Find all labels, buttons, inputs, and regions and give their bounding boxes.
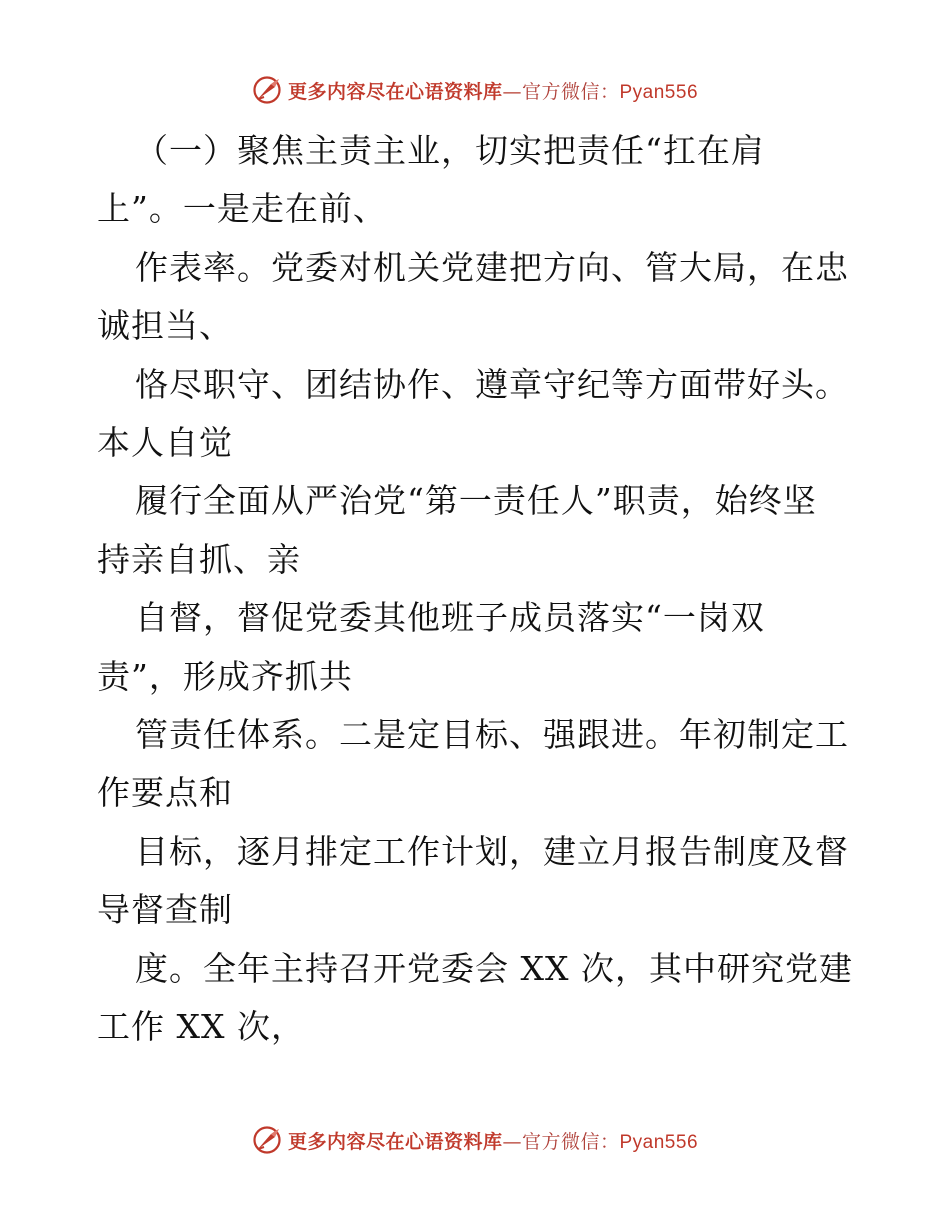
paragraph-line: 责”，形成齐抓共 — [97, 656, 353, 696]
quill-logo-icon — [252, 1125, 282, 1155]
watermark-main: 更多内容尽在心语资料库 — [287, 80, 503, 103]
watermark-dash: — — [502, 80, 522, 103]
paragraph-line: 本人自觉 — [97, 423, 233, 463]
paragraph-line: 诚担当、 — [97, 306, 233, 346]
watermark-wechat-id: Pyan556 — [619, 81, 699, 103]
watermark-dash: — — [502, 1130, 522, 1153]
watermark-text — [288, 1127, 698, 1154]
document-body — [97, 122, 867, 1057]
paragraph-line: 作表率。党委对机关党建把方向、管大局，在忠 — [135, 247, 849, 287]
quill-logo-icon — [252, 75, 282, 105]
watermark-text — [288, 77, 698, 104]
watermark-wechat-label: 官方微信： — [521, 1130, 620, 1153]
paragraph-line: 履行全面从严治党“第一责任人”职责，始终坚 — [135, 481, 817, 521]
paragraph-line: 工作 XX 次， — [97, 1007, 305, 1047]
paragraph-line: 恪尽职守、团结协作、遵章守纪等方面带好头。 — [135, 364, 849, 404]
paragraph-line: 目标，逐月排定工作计划，建立月报告制度及督 — [135, 831, 849, 871]
paragraph-line: 度。全年主持召开党委会 XX 次，其中研究党建 — [135, 948, 853, 988]
footer-watermark — [0, 1120, 950, 1160]
paragraph-line: 作要点和 — [97, 773, 233, 813]
watermark-main: 更多内容尽在心语资料库 — [287, 1130, 503, 1153]
paragraph-line: 管责任体系。二是定目标、强跟进。年初制定工 — [135, 715, 849, 755]
paragraph-line: （一）聚焦主责主业，切实把责任“扛在肩 — [135, 131, 765, 170]
header-watermark — [0, 70, 950, 110]
paragraph-line: 持亲自抓、亲 — [97, 539, 301, 579]
paragraph-line: 自督，督促党委其他班子成员落实“一岗双 — [135, 598, 765, 638]
watermark-wechat-label: 官方微信： — [521, 80, 620, 103]
watermark-wechat-id: Pyan556 — [619, 1131, 699, 1153]
paragraph-line: 导督查制 — [97, 890, 233, 930]
paragraph-line: 上”。一是走在前、 — [97, 189, 387, 229]
